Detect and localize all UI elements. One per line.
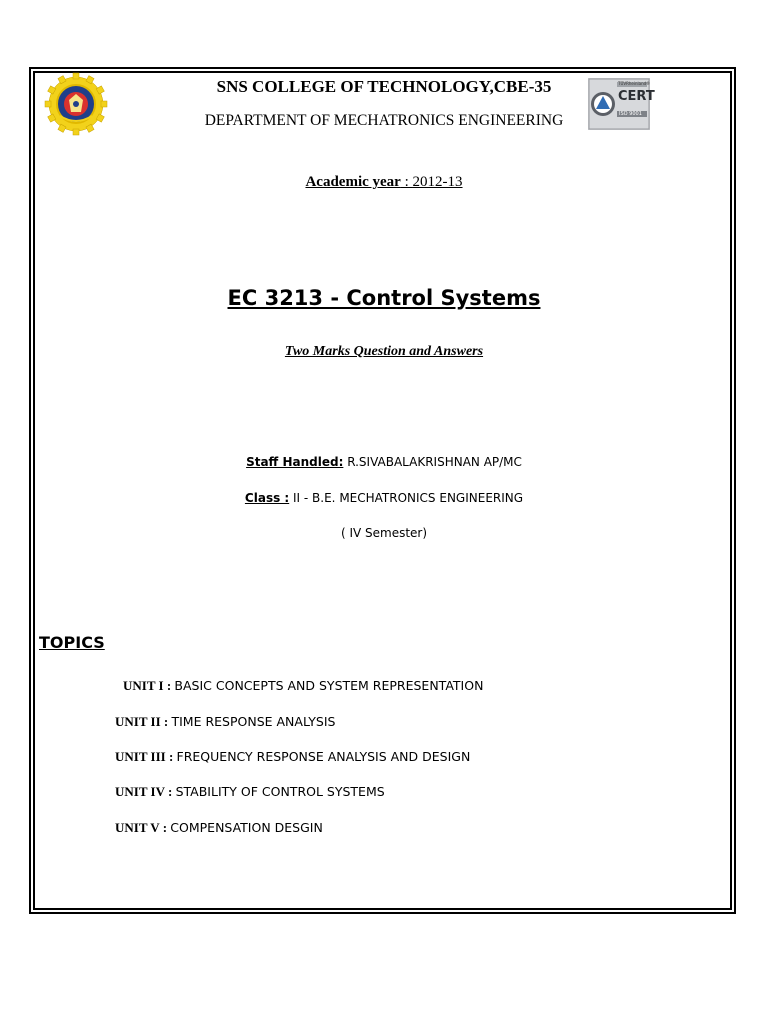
unit-1-label: UNIT I : <box>123 678 172 693</box>
class-line <box>0 491 768 505</box>
unit-3-row <box>115 749 470 765</box>
unit-1-title: BASIC CONCEPTS AND SYSTEM REPRESENTATION <box>174 678 484 693</box>
unit-2-row <box>115 714 335 730</box>
unit-3-label: UNIT III : <box>115 749 174 764</box>
department-name: DEPARTMENT OF MECHATRONICS ENGINEERING <box>204 112 564 129</box>
cert-badge-top-text: TÜVRheinland® <box>618 81 651 86</box>
unit-5-row <box>115 820 323 836</box>
academic-year-line <box>0 174 768 191</box>
semester-line: ( IV Semester) <box>340 526 428 540</box>
academic-year-value: 2012-13 <box>412 174 463 190</box>
staff-value: R.SIVABALAKRISHNAN AP/MC <box>343 455 522 469</box>
unit-4-title: STABILITY OF CONTROL SYSTEMS <box>175 784 385 799</box>
unit-4-label: UNIT IV : <box>115 784 173 799</box>
staff-label: Staff Handled: <box>246 455 344 469</box>
staff-line <box>0 455 768 469</box>
topics-heading: TOPICS <box>39 633 105 652</box>
class-value: II - B.E. MECHATRONICS ENGINEERING <box>289 491 524 505</box>
cert-badge-main-text: CERT <box>618 89 655 104</box>
unit-5-title: COMPENSATION DESGIN <box>170 820 323 835</box>
unit-4-row <box>115 784 385 800</box>
course-subtitle: Two Marks Question and Answers <box>284 344 484 359</box>
college-emblem-icon <box>38 72 114 136</box>
unit-5-label: UNIT V : <box>115 820 168 835</box>
unit-3-title: FREQUENCY RESPONSE ANALYSIS AND DESIGN <box>176 749 471 764</box>
unit-2-title: TIME RESPONSE ANALYSIS <box>171 714 336 729</box>
academic-year-separator: : <box>400 174 413 190</box>
college-name: SNS COLLEGE OF TECHNOLOGY,CBE-35 <box>216 77 552 96</box>
class-label: Class : <box>244 491 290 505</box>
cert-badge-bottom-text: ISO 9001 <box>619 111 642 117</box>
course-title: EC 3213 - Control Systems <box>227 286 541 310</box>
academic-year-label: Academic year <box>305 174 401 190</box>
unit-1-row <box>123 678 483 694</box>
unit-2-label: UNIT II : <box>115 714 169 729</box>
